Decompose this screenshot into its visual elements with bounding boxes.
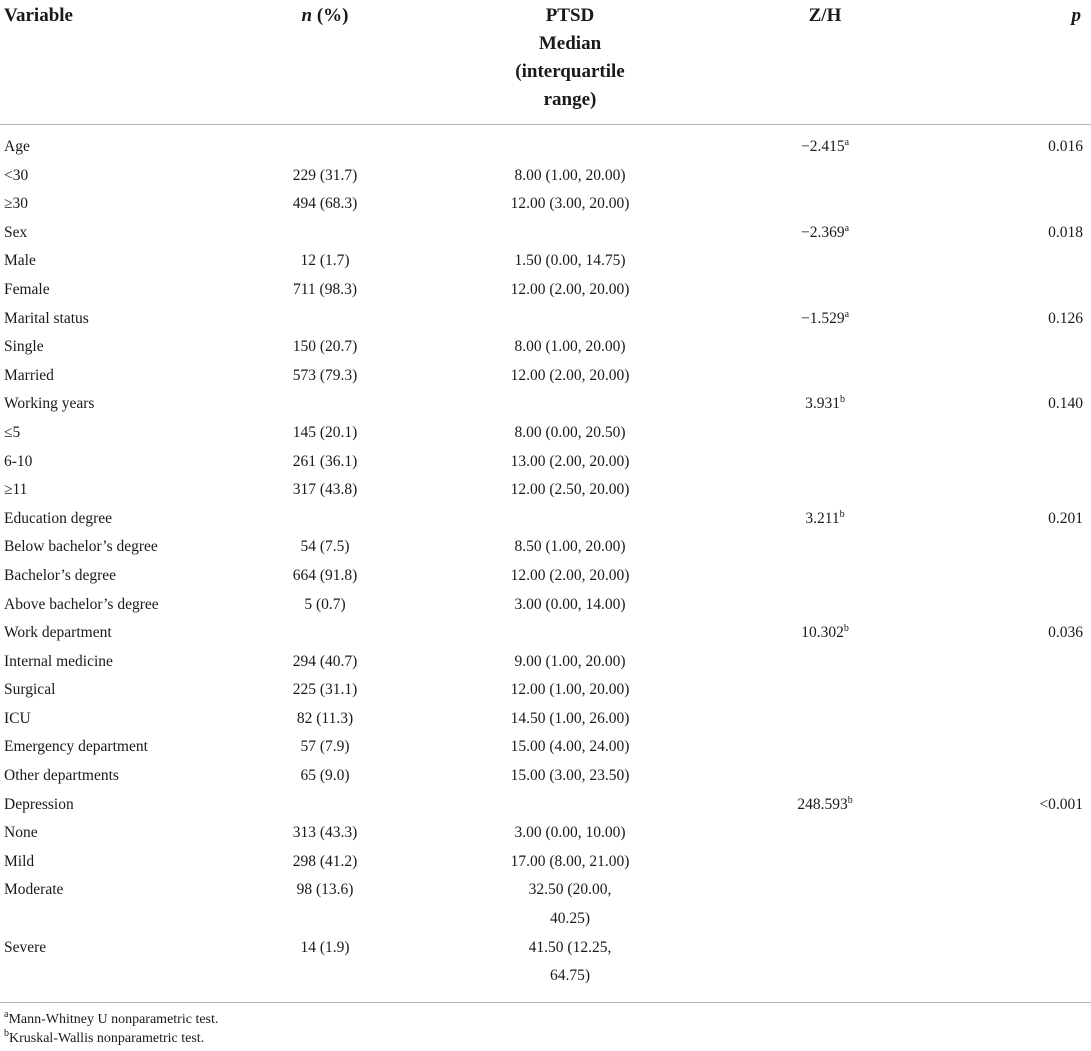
footnote-text: Mann-Whitney U nonparametric test. (8, 1012, 219, 1027)
cell-n-percent: 150 (20.7) (292, 338, 358, 356)
cell-z-h (765, 219, 885, 248)
cell-variable: Other departments (4, 767, 119, 785)
cell-p-value: 0.018 (1048, 223, 1083, 241)
cell-n-percent: 573 (79.3) (292, 366, 358, 384)
table-row (0, 476, 1091, 505)
table-row (0, 648, 1091, 677)
cell-z-h (765, 619, 885, 648)
table-row (0, 362, 1091, 391)
cell-n-percent: 14 (1.9) (300, 938, 350, 956)
cell-n-percent: 229 (31.7) (292, 166, 358, 184)
cell-median: 12.00 (3.00, 20.00) (510, 195, 630, 213)
cell-variable: 6-10 (4, 452, 33, 470)
table-row (0, 448, 1091, 477)
cell-variable: Internal medicine (4, 652, 113, 670)
cell-z-h (765, 791, 885, 820)
z-value: 10.302 (801, 624, 844, 642)
header-z-h: Z/H (808, 5, 842, 26)
table-row (0, 333, 1091, 362)
cell-variable: Married (4, 366, 54, 384)
cell-variable: Male (4, 252, 36, 270)
header-n-italic: n (301, 5, 313, 26)
z-value: −2.369 (800, 223, 845, 241)
table-row (0, 305, 1091, 334)
table-row (0, 762, 1091, 791)
footnote-text: Kruskal-Wallis nonparametric test. (9, 1031, 205, 1046)
cell-n-percent: 494 (68.3) (292, 195, 358, 213)
z-superscript: a (844, 222, 850, 234)
cell-median: 41.50 (12.25, (528, 938, 612, 956)
cell-median: 32.50 (20.00, (528, 881, 612, 899)
cell-variable: Work department (4, 624, 112, 642)
table-row (0, 733, 1091, 762)
cell-z-h (765, 133, 885, 162)
cell-median: 12.00 (2.00, 20.00) (510, 566, 630, 584)
header-n-percent (270, 3, 380, 29)
cell-p-value: 0.140 (1048, 395, 1083, 413)
z-value: −2.415 (800, 138, 845, 155)
header-ptsd-line: Median (538, 33, 602, 54)
cell-p-value: 0.126 (1048, 309, 1083, 327)
z-superscript: b (839, 394, 845, 406)
cell-median: 3.00 (0.00, 10.00) (514, 824, 626, 842)
cell-z-h (765, 390, 885, 419)
table-row (0, 676, 1091, 705)
cell-median: 14.50 (1.00, 26.00) (510, 709, 630, 727)
cell-n-percent: 294 (40.7) (292, 652, 358, 670)
table-row (0, 934, 1091, 991)
cell-variable: Working years (4, 395, 95, 413)
header-variable: Variable (4, 5, 73, 26)
header-rule (0, 124, 1091, 125)
table-row (0, 162, 1091, 191)
cell-variable: Education degree (4, 509, 113, 527)
cell-p-value: 0.036 (1048, 624, 1083, 642)
table-row (0, 419, 1091, 448)
cell-median: 8.00 (1.00, 20.00) (514, 166, 626, 184)
table-row (0, 276, 1091, 305)
cell-p-value: 0.201 (1048, 509, 1083, 527)
z-value: −1.529 (800, 309, 845, 327)
cell-variable: Bachelor’s degree (4, 566, 117, 584)
cell-variable: Marital status (4, 309, 89, 327)
z-value: 3.211 (805, 509, 840, 527)
cell-n-percent: 57 (7.9) (300, 738, 350, 756)
footnote-b (4, 1029, 204, 1049)
z-superscript: b (847, 794, 853, 806)
cell-median: 8.00 (1.00, 20.00) (514, 338, 626, 356)
cell-n-percent: 711 (98.3) (293, 280, 357, 298)
cell-n-percent: 65 (9.0) (300, 767, 350, 785)
cell-variable: Surgical (4, 681, 56, 699)
table-row (0, 219, 1091, 248)
cell-median: 12.00 (2.00, 20.00) (510, 280, 630, 298)
z-value: 3.931 (805, 395, 840, 413)
header-ptsd-median (470, 3, 670, 113)
cell-median: 15.00 (4.00, 24.00) (510, 738, 630, 756)
table-row (0, 705, 1091, 734)
cell-n-percent: 54 (7.5) (300, 538, 350, 556)
z-superscript: a (844, 308, 850, 320)
z-superscript: a (844, 137, 850, 148)
z-superscript: b (839, 508, 845, 520)
cell-n-percent: 145 (20.1) (292, 423, 358, 441)
table-body (0, 133, 1091, 991)
cell-median: 3.00 (0.00, 14.00) (514, 595, 626, 613)
cell-median: 8.50 (1.00, 20.00) (514, 538, 626, 556)
table-header (0, 0, 1091, 124)
table-row (0, 390, 1091, 419)
z-value: 248.593 (797, 795, 848, 813)
cell-median: 17.00 (8.00, 21.00) (510, 852, 630, 870)
cell-variable: <30 (4, 166, 29, 184)
table-row (0, 505, 1091, 534)
cell-variable: ≥11 (4, 481, 28, 499)
cell-variable: ≥30 (4, 195, 29, 213)
table-row (0, 791, 1091, 820)
table-row (0, 562, 1091, 591)
cell-n-percent: 12 (1.7) (300, 252, 350, 270)
cell-n-percent: 5 (0.7) (304, 595, 346, 613)
cell-variable: Mild (4, 852, 35, 870)
cell-median: 8.00 (0.00, 20.50) (514, 423, 626, 441)
cell-median: 12.00 (2.00, 20.00) (510, 366, 630, 384)
table-row (0, 533, 1091, 562)
cell-median: 13.00 (2.00, 20.00) (510, 452, 630, 470)
footnote-mark: b (4, 1028, 9, 1039)
footer-rule (0, 1002, 1091, 1003)
cell-variable: ≤5 (4, 423, 21, 441)
cell-variable: Severe (4, 938, 47, 956)
cell-median-cont: 40.25) (549, 910, 591, 928)
cell-variable: None (4, 824, 38, 842)
cell-variable: Below bachelor’s degree (4, 538, 158, 556)
cell-variable: Depression (4, 795, 74, 813)
table-row (0, 876, 1091, 933)
cell-variable: Above bachelor’s degree (4, 595, 159, 613)
cell-median: 12.00 (1.00, 20.00) (510, 681, 630, 699)
header-n-rest: (%) (312, 5, 349, 26)
cell-median: 1.50 (0.00, 14.75) (514, 252, 626, 270)
table-row (0, 619, 1091, 648)
cell-p-value: <0.001 (1039, 795, 1083, 813)
footnote-mark: a (4, 1009, 9, 1020)
cell-p-value: 0.016 (1048, 138, 1083, 155)
table-row (0, 133, 1091, 162)
cell-variable: Emergency department (4, 738, 148, 756)
cell-n-percent: 664 (91.8) (292, 566, 358, 584)
cell-n-percent: 313 (43.3) (292, 824, 358, 842)
table-row (0, 848, 1091, 877)
cell-n-percent: 261 (36.1) (292, 452, 358, 470)
table-row (0, 190, 1091, 219)
cell-variable: Female (4, 280, 50, 298)
header-p: p (1071, 5, 1081, 26)
cell-n-percent: 225 (31.1) (292, 681, 358, 699)
header-ptsd-line: PTSD (545, 5, 595, 26)
header-ptsd-line: (interquartile (515, 61, 625, 82)
cell-n-percent: 98 (13.6) (296, 881, 354, 899)
header-ptsd-line: range) (543, 89, 597, 110)
cell-n-percent: 317 (43.8) (292, 481, 358, 499)
footnote-a (4, 1010, 218, 1030)
cell-median: 12.00 (2.50, 20.00) (510, 481, 630, 499)
cell-variable: ICU (4, 709, 31, 727)
cell-n-percent: 82 (11.3) (296, 709, 354, 727)
table-row (0, 247, 1091, 276)
cell-median: 9.00 (1.00, 20.00) (514, 652, 626, 670)
cell-variable: Sex (4, 223, 28, 241)
cell-variable: Moderate (4, 881, 64, 899)
table-row (0, 591, 1091, 620)
cell-z-h (765, 505, 885, 534)
cell-z-h (765, 305, 885, 334)
cell-variable: Single (4, 338, 44, 356)
z-superscript: b (843, 623, 849, 635)
cell-median: 15.00 (3.00, 23.50) (510, 767, 630, 785)
cell-variable: Age (4, 138, 30, 155)
cell-median-cont: 64.75) (549, 967, 591, 985)
table-row (0, 819, 1091, 848)
cell-n-percent: 298 (41.2) (292, 852, 358, 870)
